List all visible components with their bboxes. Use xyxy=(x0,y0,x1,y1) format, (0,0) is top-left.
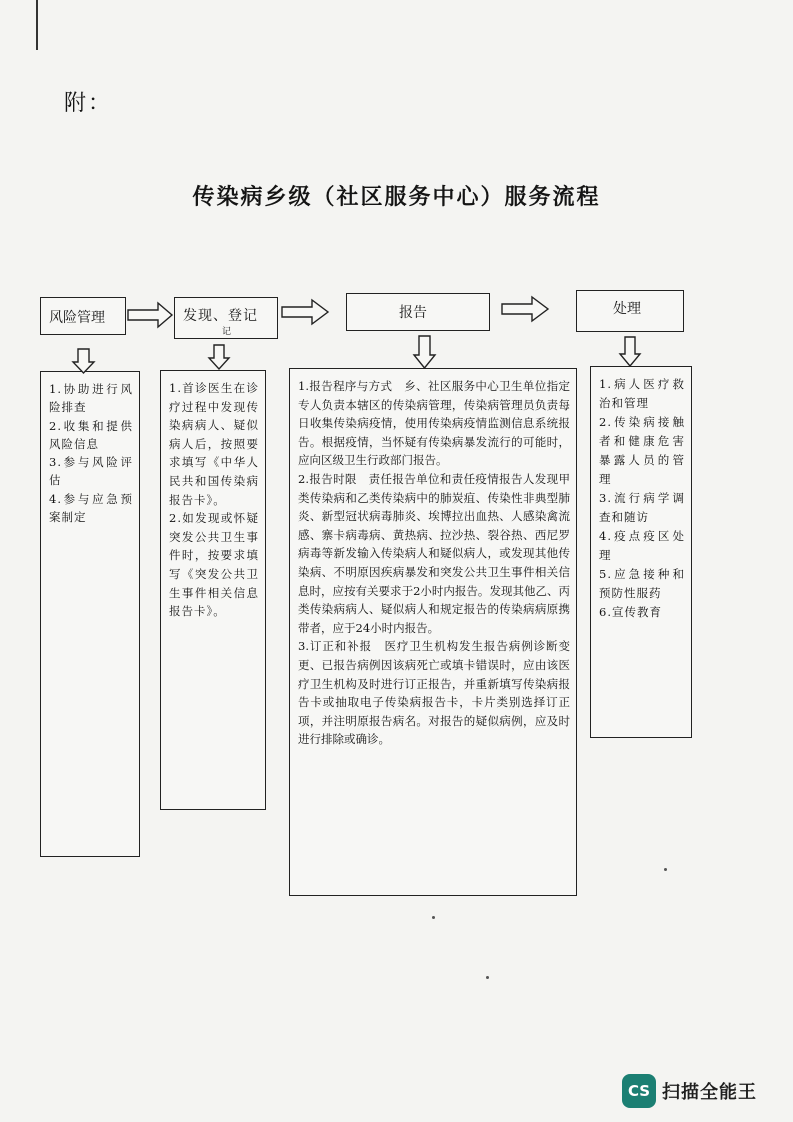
report-item: 3.订正和补报 医疗卫生机构发生报告病例诊断变更、已报告病例因该病死亡或填卡错误时，应由该医疗卫生机构及时进行订正报告，并重新填写传染病报告卡或抽取电子传染病报告卡，卡片类别选择订正项，并注明原报告病名。对报告的疑似病例，应及时进行排除或确诊。 xyxy=(298,639,570,747)
scan-speck xyxy=(664,868,667,871)
handle-item: 5.应急接种和预防性服药 xyxy=(599,567,685,600)
down-arrow-icon xyxy=(73,349,94,373)
right-arrow-icon xyxy=(502,297,548,321)
down-arrow-icon xyxy=(209,345,229,369)
scan-speck xyxy=(432,916,435,919)
risk-item: 4.参与应急预案制定 xyxy=(49,491,133,525)
risk-item: 3.参与风险评估 xyxy=(49,455,133,488)
handle-item: 6.宣传教育 xyxy=(599,605,662,619)
right-arrow-icon xyxy=(128,303,172,327)
stage-content-risk xyxy=(40,371,140,857)
down-arrow-icon xyxy=(620,337,640,366)
stage-content-report xyxy=(289,368,577,896)
stage-heading-risk-label: 风险管理 xyxy=(49,310,105,326)
watermark-label: 扫描全能王 xyxy=(662,1082,757,1103)
risk-item: 1.协助进行风险排查 xyxy=(49,382,133,415)
scan-edge-line xyxy=(36,0,38,50)
right-arrow-icon xyxy=(282,300,328,324)
risk-item: 2.收集和提供风险信息 xyxy=(49,418,133,451)
discover-item: 2.如发现或怀疑突发公共卫生事件时，按要求填写《突发公共卫生事件相关信息报告卡》。 xyxy=(169,511,259,619)
stage-heading-risk xyxy=(40,297,126,335)
stage-content-discover xyxy=(160,370,266,810)
stage-heading-report xyxy=(346,293,490,331)
stage-heading-discover-label: 发现、登记 xyxy=(183,308,258,324)
handle-item: 3.流行病学调查和随访 xyxy=(599,491,685,524)
stage-heading-handle-label: 处理 xyxy=(613,301,641,317)
attachment-label: 附： xyxy=(64,91,113,116)
report-item: 1.报告程序与方式 乡、社区服务中心卫生单位指定专人负责本辖区的传染病管理，传染病管理员负责每日收集传染病疫情，使用传染病疫情监测信息系统报告。根据疫情，当怀疑有传染病暴发流行的可能时，应向区级卫生行政部门报告。 xyxy=(298,379,570,468)
report-item: 2.报告时限 责任报告单位和责任疫情报告人发现甲类传染病和乙类传染病中的肺炭疽、传染性非典型肺炎、新型冠状病毒肺炎、埃博拉出血热、人感染禽流感、寨卡病毒病、黄热病、拉沙热、裂谷热、西尼罗病毒等新发输入传染病人和疑似病人，或发现其他传染病、不明原因疾病暴发和突发公共卫生事件相关信息时，应按有关要求于2小时内报告。发现其他乙、丙类传染病病人、疑似病人和规定报告的传染病病原携带者，应于24小时内报告。 xyxy=(298,471,570,635)
scanner-watermark xyxy=(622,1073,782,1109)
handle-item: 1.病人医疗救治和管理 xyxy=(599,377,685,410)
stage-heading-handle xyxy=(576,290,684,332)
stage-content-handle xyxy=(590,366,692,738)
scan-speck xyxy=(486,976,489,979)
handle-item: 4.疫点疫区处理 xyxy=(599,529,685,562)
stage-heading-discover xyxy=(174,297,278,339)
discover-item: 1.首诊医生在诊疗过程中发现传染病病人、疑似病人后，按照要求填写《中华人民共和国传染病报告卡》。 xyxy=(169,381,259,507)
stage-heading-report-label: 报告 xyxy=(399,305,427,321)
stage-heading-discover-fragment: 记 xyxy=(222,327,232,337)
page-title: 传染病乡级（社区服务中心）服务流程 xyxy=(192,184,601,210)
down-arrow-icon xyxy=(414,336,435,368)
handle-item: 2.传染病接触者和健康危害暴露人员的管理 xyxy=(599,415,685,486)
camscanner-logo-icon: CS xyxy=(622,1074,656,1108)
